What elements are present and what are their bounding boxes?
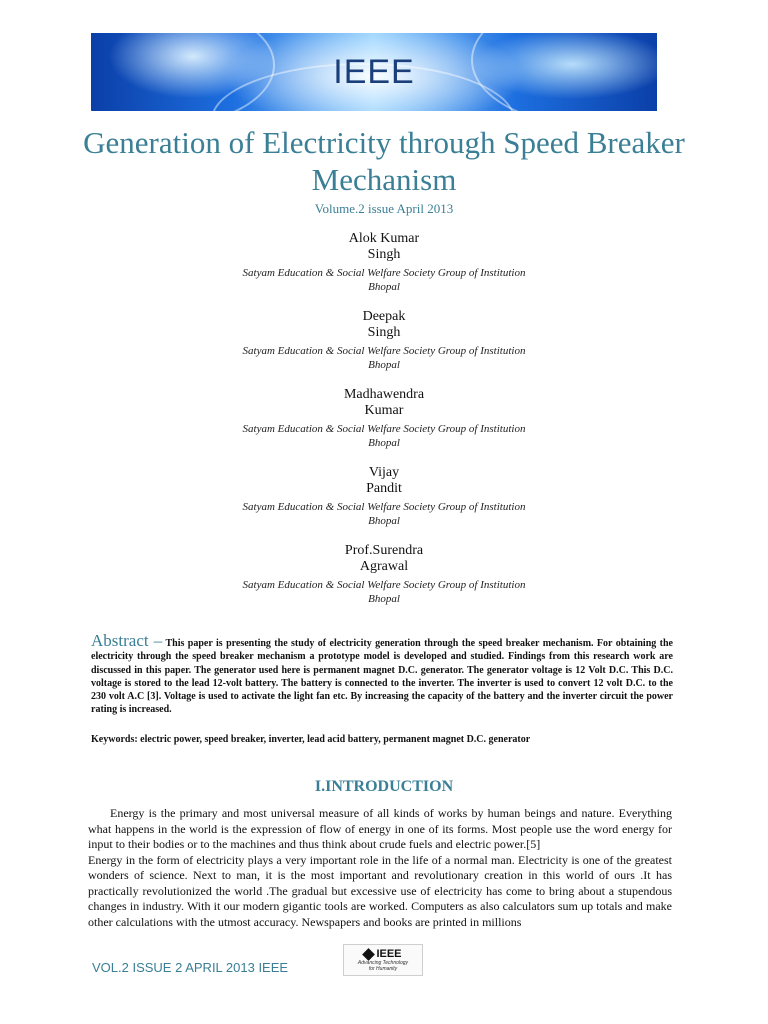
paper-volume: Volume.2 issue April 2013 [314,201,454,216]
introduction-paragraph: Energy in the form of electricity plays a very important role in the life of a normal man. Electricity is one of the greatest wonders of science. Next to man, it is the most important and revolutionary creation in this world of ours .It has practically revolutionized the world .The gradual but excessive use of electricity has come to bring about a stupendous changes in industry. With it our modern gigantic tools are worked. Computers as also calculators sum up totals and make other calculations with the utmost accuracy. Newspapers and books are printed in millions [88,852,672,929]
abstract-text: This paper is presenting the study of electricity generation through the speed breaker mechanism. For obtaining the electricity through the speed breaker mechanism a prototype model is developed and studied. Findings from this research work are discussed in this paper. The generator used here is permanent magnet D.C. generator. The generator voltage is 12 Volt D.C. This D.C. voltage is stored to the lead 12-volt battery. The battery is connected to the inverter. The inverter is used to convert 12 volt D.C. to the 230 volt A.C [3]. Voltage is used to activate the light fan etc. By increasing the capacity of the battery and the inverter circuit the power rating is increased. [91,638,673,716]
ieee-logo [343,944,423,976]
author-first-name: Deepak [362,309,406,324]
author-city: Bhopal [368,593,400,605]
abstract-label: Abstract – [91,631,163,650]
author-institution: Satyam Education & Social Welfare Society Group of Institution [242,579,526,591]
logo-row [364,948,401,960]
keywords: Keywords: electric power, speed breaker, inverter, lead acid battery, permanent magnet D.C. generator [91,734,531,745]
author-institution: Satyam Education & Social Welfare Society Group of Institution [242,345,526,357]
author-city: Bhopal [368,359,400,371]
author-last-name: Singh [367,247,401,262]
ieee-diamond-icon [363,948,376,961]
author-first-name: Madhawendra [343,387,425,402]
footer-text: VOL.2 ISSUE 2 APRIL 2013 IEEE [92,960,289,975]
author-institution: Satyam Education & Social Welfare Society Group of Institution [242,267,526,279]
introduction-heading: I.INTRODUCTION [314,778,454,795]
author-last-name: Pandit [366,481,402,496]
author-block [0,543,768,606]
logo-word: IEEE [376,948,402,960]
author-block [0,309,768,372]
abstract [91,631,673,717]
author-city: Bhopal [368,515,400,527]
author-last-name: Kumar [364,403,404,418]
author-institution: Satyam Education & Social Welfare Society Group of Institution [242,423,526,435]
logo-tagline: Advancing Technology [357,960,409,966]
author-first-name: Alok Kumar [348,231,420,246]
author-first-name: Vijay [368,465,400,480]
author-city: Bhopal [368,437,400,449]
author-block [0,231,768,294]
logo-tagline: for Humanity [368,966,398,972]
introduction-body [88,806,672,930]
author-institution: Satyam Education & Social Welfare Society Group of Institution [242,501,526,513]
author-block [0,465,768,528]
author-last-name: Agrawal [359,559,409,574]
author-first-name: Prof.Surendra [344,543,424,558]
author-block [0,387,768,450]
author-last-name: Singh [367,325,401,340]
banner-title: IEEE [333,53,415,91]
author-city: Bhopal [368,281,400,293]
introduction-paragraph: Energy is the primary and most universal measure of all kinds of works by human beings and nature. Everything what happens in the world is the expression of flow of energy in one of its forms. Most people use the word energy for input to their bodies or to the machines and thus think about crude fuels and electric power.[5] [88,806,672,851]
paper-title: Generation of Electricity through Speed Breaker Mechanism [83,125,685,197]
ieee-banner [91,33,657,111]
